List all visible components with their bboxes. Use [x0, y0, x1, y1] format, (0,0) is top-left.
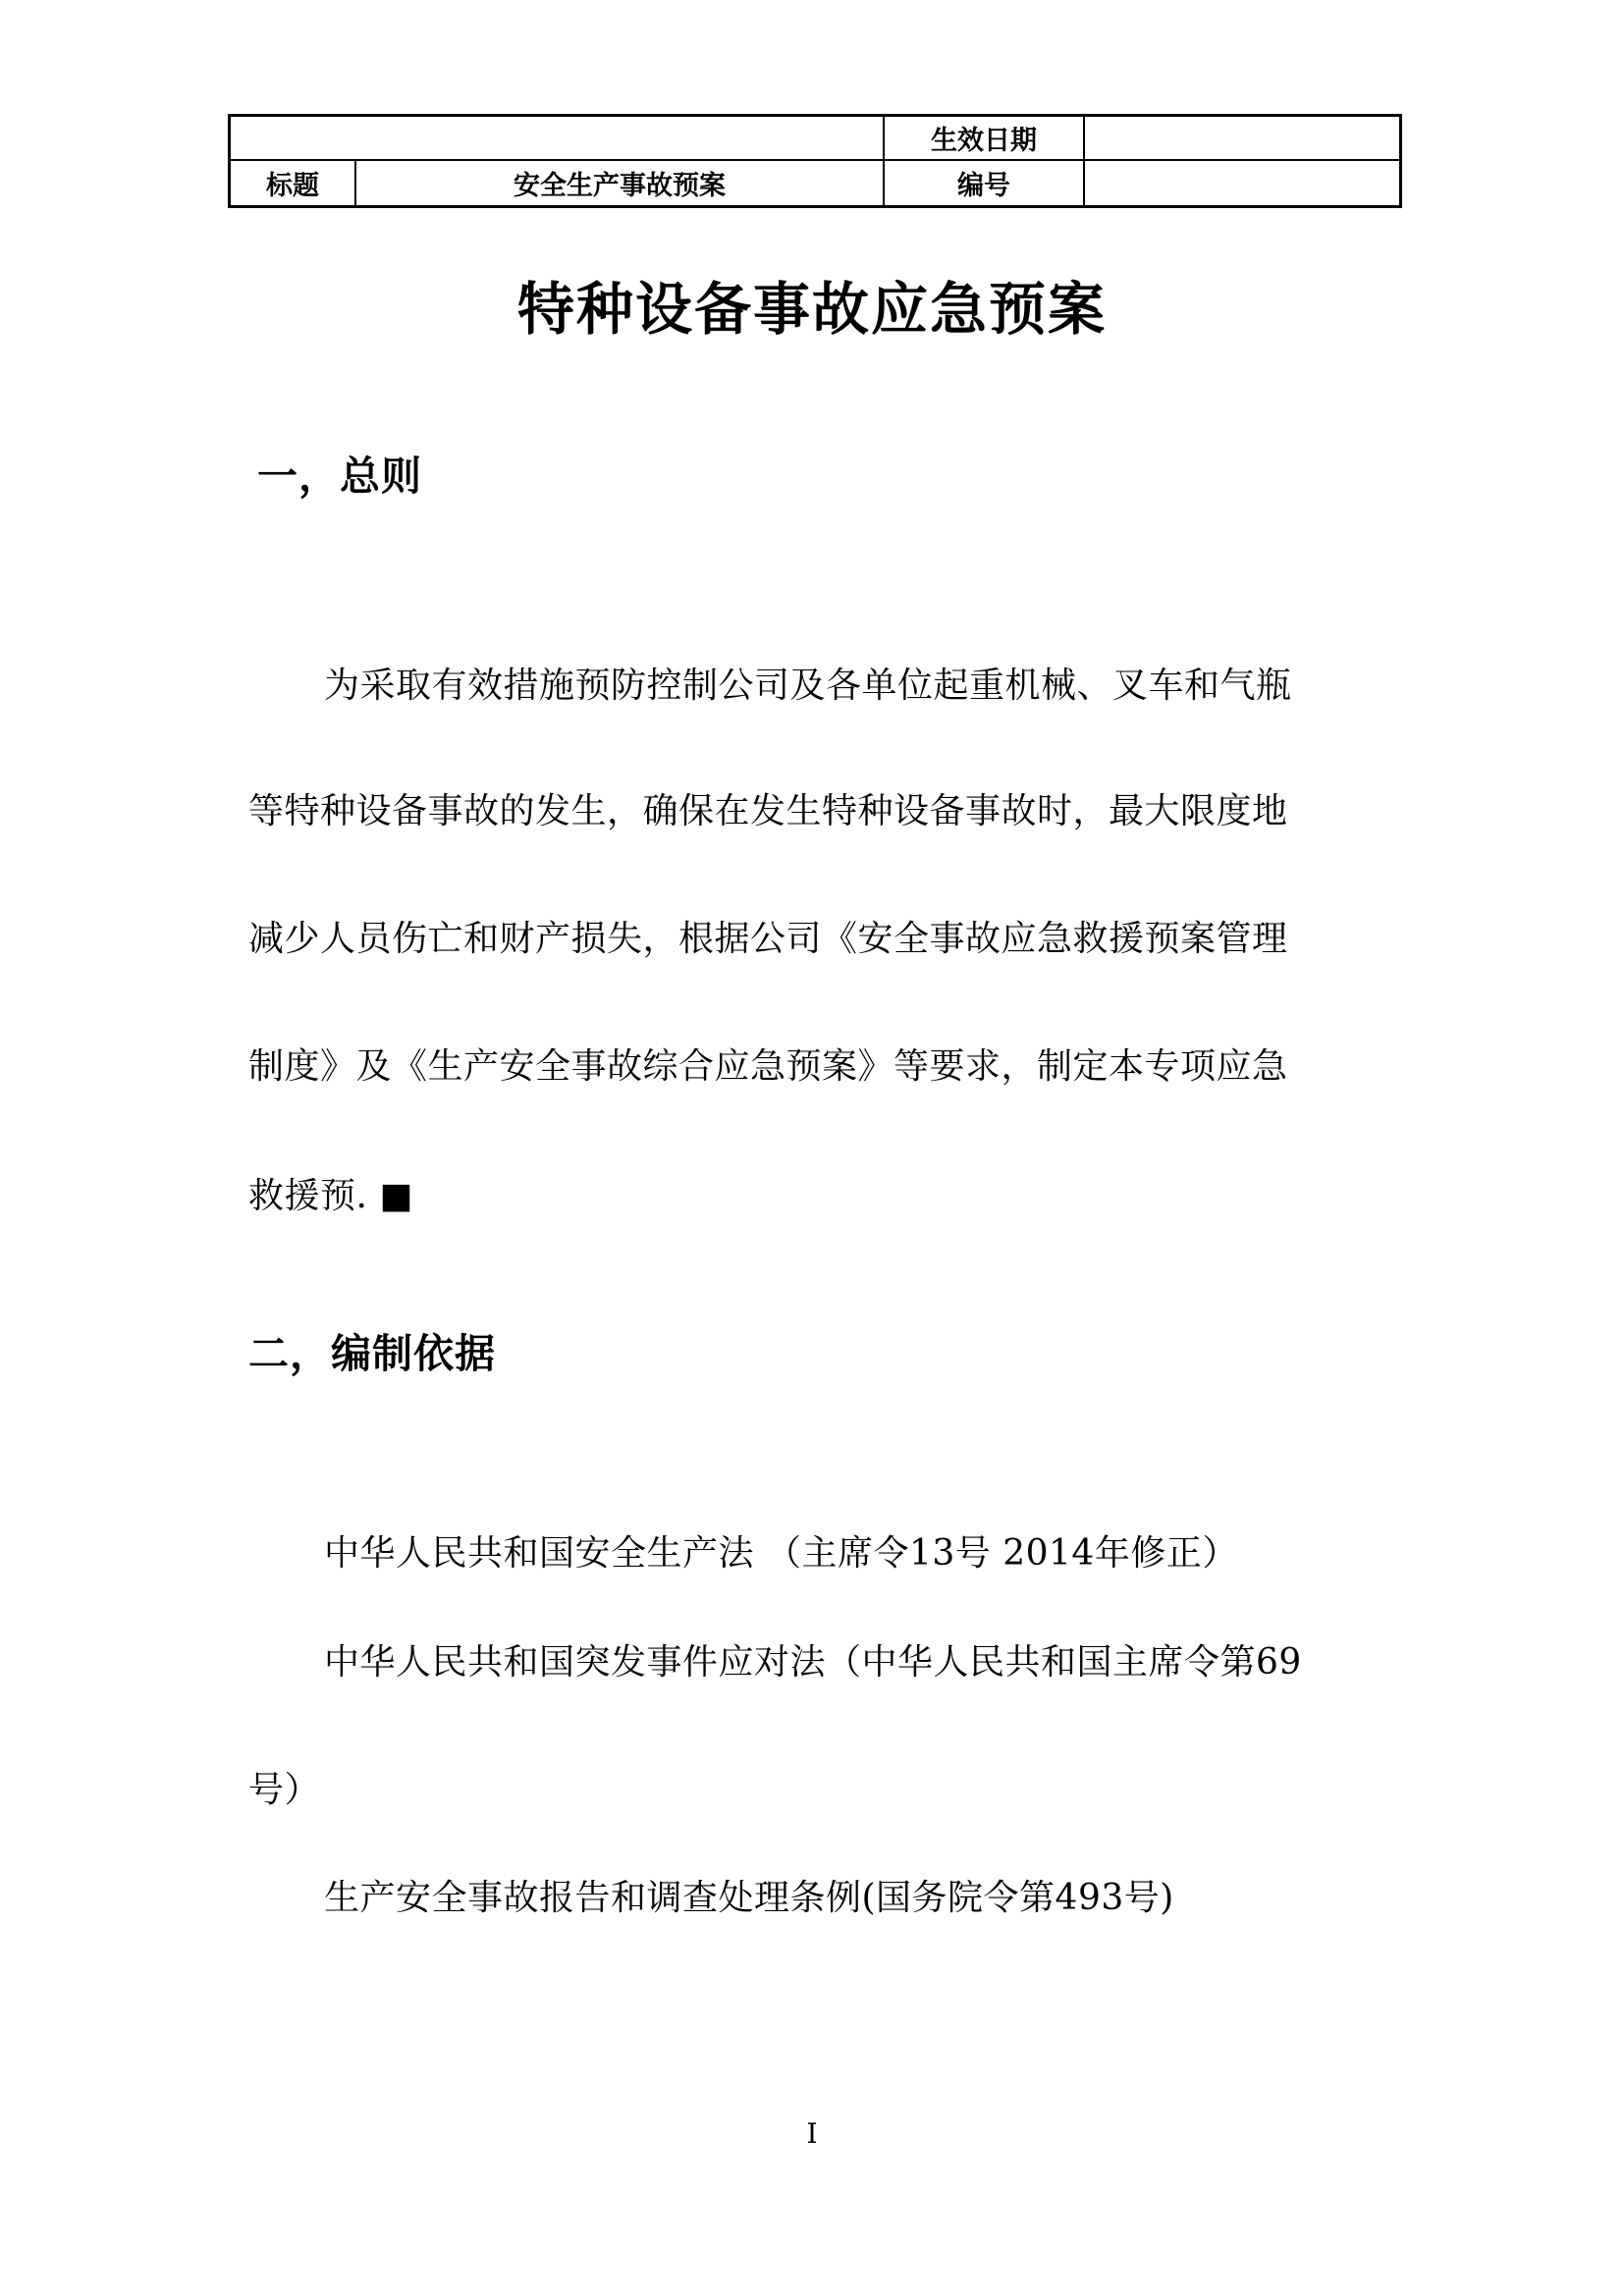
- general-paragraph-line: 制度》及《生产安全事故综合应急预案》等要求，制定本专项应急: [248, 1046, 1288, 1087]
- basis-list-line: 号）: [248, 1770, 321, 1810]
- basis-list-line: 中华人民共和国安全生产法 （主席令13号 2014年修正）: [324, 1533, 1238, 1574]
- general-paragraph-line: 救援预. ■: [248, 1176, 413, 1216]
- general-paragraph-line: 等特种设备事故的发生，确保在发生特种设备事故时，最大限度地: [248, 791, 1288, 831]
- effective-date-label: 生效日期: [885, 117, 1085, 161]
- basis-list-line: 中华人民共和国突发事件应对法（中华人民共和国主席令第69: [324, 1642, 1302, 1682]
- number-label: 编号: [885, 161, 1085, 205]
- title-value: 安全生产事故预案: [356, 161, 885, 205]
- section-heading-general: 一，总则: [257, 453, 422, 500]
- page-number: I: [806, 2117, 818, 2150]
- section-heading-basis: 二，编制依据: [248, 1330, 496, 1377]
- document-header-table: [228, 114, 1402, 208]
- title-label: 标题: [231, 161, 356, 205]
- number-value: [1085, 161, 1399, 205]
- general-paragraph-line: 为采取有效措施预防控制公司及各单位起重机械、叉车和气瓶: [324, 666, 1292, 706]
- general-paragraph-line: 减少人员伤亡和财产损失，根据公司《安全事故应急救援预案管理: [248, 919, 1288, 959]
- document-title: 特种设备事故应急预案: [516, 276, 1107, 343]
- header-blank-cell: [231, 117, 885, 161]
- basis-list-line: 生产安全事故报告和调查处理条例(国务院令第493号): [324, 1878, 1174, 1918]
- effective-date-value: [1085, 117, 1399, 161]
